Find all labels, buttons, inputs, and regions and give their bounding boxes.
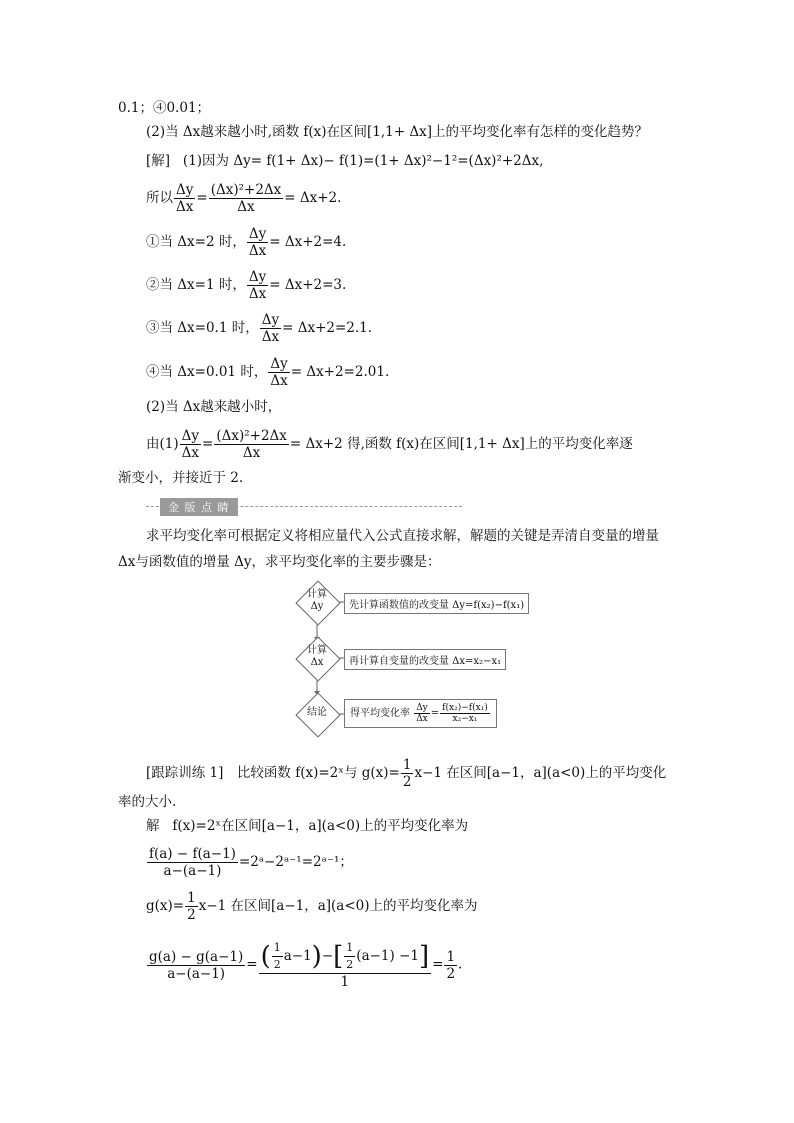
fraction-g-expanded <box>259 940 432 990</box>
frac-num-expanded: ( $\frac{1}{2}$ a−1)−[ $\frac{1}{2}$ (a−1) −1] <box>259 940 432 974</box>
answer-label: 解 <box>146 818 160 834</box>
frac-num: 1 <box>402 757 412 773</box>
fraction-dy-dx <box>247 226 268 259</box>
eq-result: = Δx+2. <box>284 190 342 206</box>
banner-label: 金 版 点 睛 <box>160 498 238 516</box>
case-post: = Δx+2=3. <box>269 277 347 293</box>
fraction-half <box>185 890 198 923</box>
text-post: = Δx+2 得,函数 f(x)在区间[1,1+ Δx]上的平均变化率逐 <box>289 436 633 452</box>
case-2 <box>146 269 346 302</box>
case-1 <box>146 226 346 259</box>
question-2: (2)当 Δx越来越小时,函数 f(x)在区间[1,1+ Δx]上的平均变化率有怎样的变化趋势？ <box>146 124 648 140</box>
frac-den: Δx <box>181 445 199 461</box>
training-text-b: x−1 在区间[a−1，a](a<0)上的平均变化 <box>414 765 667 781</box>
text-suoyi: 所以 <box>146 190 173 206</box>
flow-box-3: 得平均变化率 $\frac{\Delta y}{\Delta x}$ = $\frac{\text{f(x₂)−f(x₁)}}{\text{x₂−x₁}}$ <box>344 699 497 728</box>
frac-den: a−(a−1) <box>167 965 226 982</box>
line-intro: 0.1；④0.01； <box>118 100 211 116</box>
case-pre: ③当 Δx=0.1 时， <box>146 320 259 336</box>
solution-text: (1)因为 Δy= f(1+ Δx)− f(1)=(1+ Δx)²−1²=(Δx)²+2Δx, <box>182 153 544 169</box>
answer-f-formula <box>146 846 353 879</box>
frac-den: Δx <box>270 373 288 389</box>
case-pre: ④当 Δx=0.01 时， <box>146 364 268 380</box>
fraction-f <box>147 846 238 879</box>
frac-num: Δy <box>270 356 288 372</box>
frac-den: 2 <box>187 907 196 923</box>
flow-diamond-3-label: 结论 <box>307 707 327 718</box>
frac-num: Δy <box>248 269 267 285</box>
flow-box-1: 先计算函数值的改变量 Δy=f(x₂)−f(x₁) <box>344 593 529 614</box>
answer-text: f(x)=2ˣ在区间[a−1，a](a<0)上的平均变化率为 <box>172 818 469 834</box>
part-2c: 渐变小，并接近于 2. <box>118 470 244 486</box>
answer-line-1 <box>146 817 468 835</box>
training-line-1 <box>146 757 666 790</box>
flow-frac-dy-dx: $\frac{\Delta y}{\Delta x}$ <box>416 703 428 724</box>
frac-den: Δx <box>248 286 267 302</box>
frac-num: Δy <box>248 226 267 242</box>
frac-num: Δy <box>176 182 194 198</box>
case-pre: ②当 Δx=1 时， <box>146 277 246 293</box>
frac-num: Δy <box>261 312 280 328</box>
flow-diamond-2-label: 计算 Δx <box>307 645 327 668</box>
frac-den: 2 <box>446 965 456 982</box>
case-post: = Δx+2=2.01. <box>290 364 390 380</box>
training-text-a: [跟踪训练 1] 比较函数 f(x)=2ˣ与 g(x)= <box>146 765 400 781</box>
solution-label: [解] <box>146 153 171 169</box>
frac-num: g(a) − g(a−1) <box>149 948 244 965</box>
fraction-dy-dx <box>260 312 281 345</box>
frac-den: 1 <box>340 974 350 990</box>
flow-diamond-1-label: 计算 Δy <box>307 589 327 612</box>
training-line-2: 率的大小. <box>118 794 177 810</box>
frac-num: (Δx)²+2Δx <box>210 182 282 198</box>
case-3 <box>146 312 372 345</box>
fraction-half <box>401 757 414 790</box>
flowchart <box>290 580 525 740</box>
tip-line-1: 求平均变化率可根据定义将相应量代入公式直接求解，解题的关键是弄清自变量的增量 <box>146 528 659 544</box>
answer-text-pre: g(x)= <box>146 898 185 914</box>
flow-box-2: 再计算自变量的改变量 Δx=x₂−x₁ <box>344 649 506 670</box>
frac-den: Δx <box>261 329 280 345</box>
frac-den: Δx <box>176 199 194 215</box>
fraction-dy-dx <box>247 269 268 302</box>
answer-text-post: x−1 在区间[a−1，a](a<0)上的平均变化率为 <box>198 898 478 914</box>
fraction-result <box>444 949 457 982</box>
answer-g-formula: $\frac{g(a) - g(a-1)}{a-(a-1)}$ = ( $\frac{1}{2}$ a−1)−[ $\frac{1}{2}$ (a−1) −1] 1 = $\frac{1}{2}$ . <box>149 941 463 990</box>
frac-num: 1 <box>187 890 196 906</box>
fraction-main <box>209 182 284 215</box>
answer-f-result: =2ᵃ−2ᵃ⁻¹=2ᵃ⁻¹； <box>238 854 353 870</box>
fraction-dy-dx <box>174 182 195 215</box>
frac-den: Δx <box>237 199 255 215</box>
formula-main: 所以 $\frac{\Delta y}{\Delta x}$ = $\frac{\text{(Δx)²+2Δx}}{\Delta x}$ = Δx+2. <box>146 182 342 215</box>
frac-num: (Δx)²+2Δx <box>216 428 287 444</box>
frac-num: Δy <box>181 428 200 444</box>
frac-den: 2 <box>402 774 412 790</box>
part-2b: 由(1) $\frac{\Delta y}{\Delta x}$ = $\frac{\text{(Δx)²+2Δx}}{\Delta x}$ = Δx+2 得,函数 f(x)在区间[1,1+ Δx]上的平均变化率逐 <box>146 428 633 461</box>
flow-box-3-text: 得平均变化率 <box>350 708 410 719</box>
case-pre: ①当 Δx=2 时， <box>146 234 246 250</box>
case-4 <box>146 356 389 389</box>
fraction-g <box>147 949 245 982</box>
case-post: = Δx+2=2.1. <box>282 320 373 336</box>
text-pre: 由(1) <box>146 436 179 452</box>
flow-frac-result: $\frac{\text{f(x₂)−f(x₁)}}{\text{x₂−x₁}}$ <box>442 703 488 724</box>
frac-den: Δx <box>248 243 267 259</box>
section-banner <box>146 498 462 516</box>
part-2: (2)当 Δx越来越小时， <box>146 399 282 415</box>
fraction-dy-dx <box>180 428 201 461</box>
fraction-main <box>214 428 289 461</box>
answer-line-2 <box>146 890 478 923</box>
frac-num: f(a) − f(a−1) <box>149 846 236 862</box>
solution-line <box>146 152 543 170</box>
case-post: = Δx+2=4. <box>269 234 347 250</box>
frac-den: a−(a−1) <box>163 863 222 879</box>
frac-den: Δx <box>242 445 261 461</box>
frac-num: 1 <box>446 948 456 965</box>
fraction-dy-dx <box>268 356 289 389</box>
tip-line-2: Δx与函数值的增量 Δy，求平均变化率的主要步骤是： <box>118 554 441 570</box>
